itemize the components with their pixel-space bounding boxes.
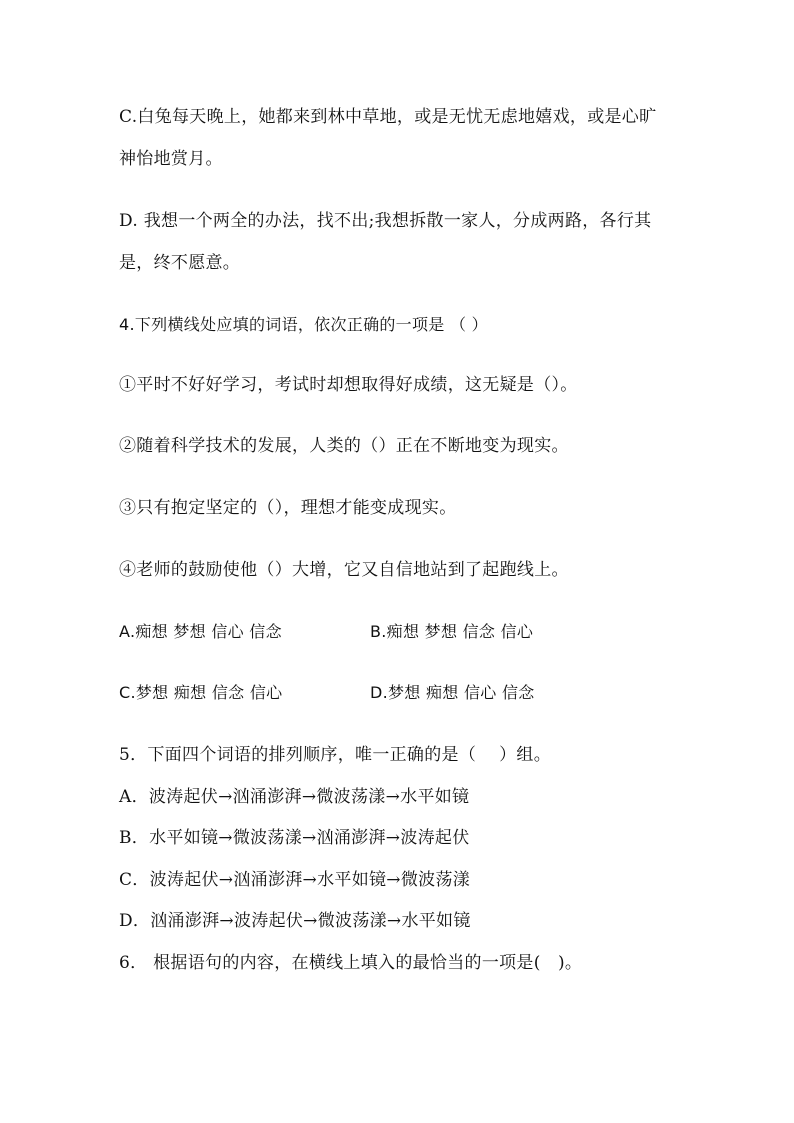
q4-option-a: A.痴想 梦想 信心 信念 (119, 622, 282, 641)
q4-option-c: C.梦想 痴想 信念 信心 (119, 683, 283, 702)
q4-stem: 4.下列横线处应填的词语，依次正确的一项是 （ ） (119, 315, 488, 334)
q4-item-4: ④老师的鼓励使他（）大增，它又自信地站到了起跑线上。 (119, 560, 569, 580)
q5-option-d: D．汹涌澎湃→波涛起伏→微波荡漾→水平如镜 (119, 911, 471, 931)
q5-option-b: B．水平如镜→微波荡漾→汹涌澎湃→波涛起伏 (119, 828, 470, 848)
q3-option-c-line2: 神怡地赏月。 (119, 149, 223, 169)
q5-option-c: C．波涛起伏→汹涌澎湃→水平如镜→微波荡漾 (119, 870, 471, 890)
q4-item-2: ②随着科学技术的发展，人类的（）正在不断地变为现实。 (119, 436, 569, 456)
q3-option-c-line1: C.白兔每天晚上，她都来到林中草地，或是无忧无虑地嬉戏，或是心旷 (119, 107, 657, 127)
q4-item-3: ③只有抱定坚定的（），理想才能变成现实。 (119, 498, 457, 518)
q5-option-a: A．波涛起伏→汹涌澎湃→微波荡漾→水平如镜 (119, 787, 470, 807)
q4-option-d: D.梦想 痴想 信心 信念 (370, 683, 535, 702)
q4-item-1: ①平时不好好学习，考试时却想取得好成绩，这无疑是（）。 (119, 375, 578, 395)
q4-option-b: B.痴想 梦想 信念 信心 (370, 622, 534, 641)
q6-stem: 6． 根据语句的内容，在横线上填入的最恰当的一项是( )。 (119, 953, 583, 973)
q3-option-d-line2: 是，终不愿意。 (119, 253, 241, 273)
q5-stem: 5．下面四个词语的排列顺序，唯一正确的是（ ）组。 (119, 745, 552, 765)
q3-option-d-line1: D. 我想一个两全的办法，找不出;我想拆散一家人，分成两路，各行其 (119, 211, 652, 231)
